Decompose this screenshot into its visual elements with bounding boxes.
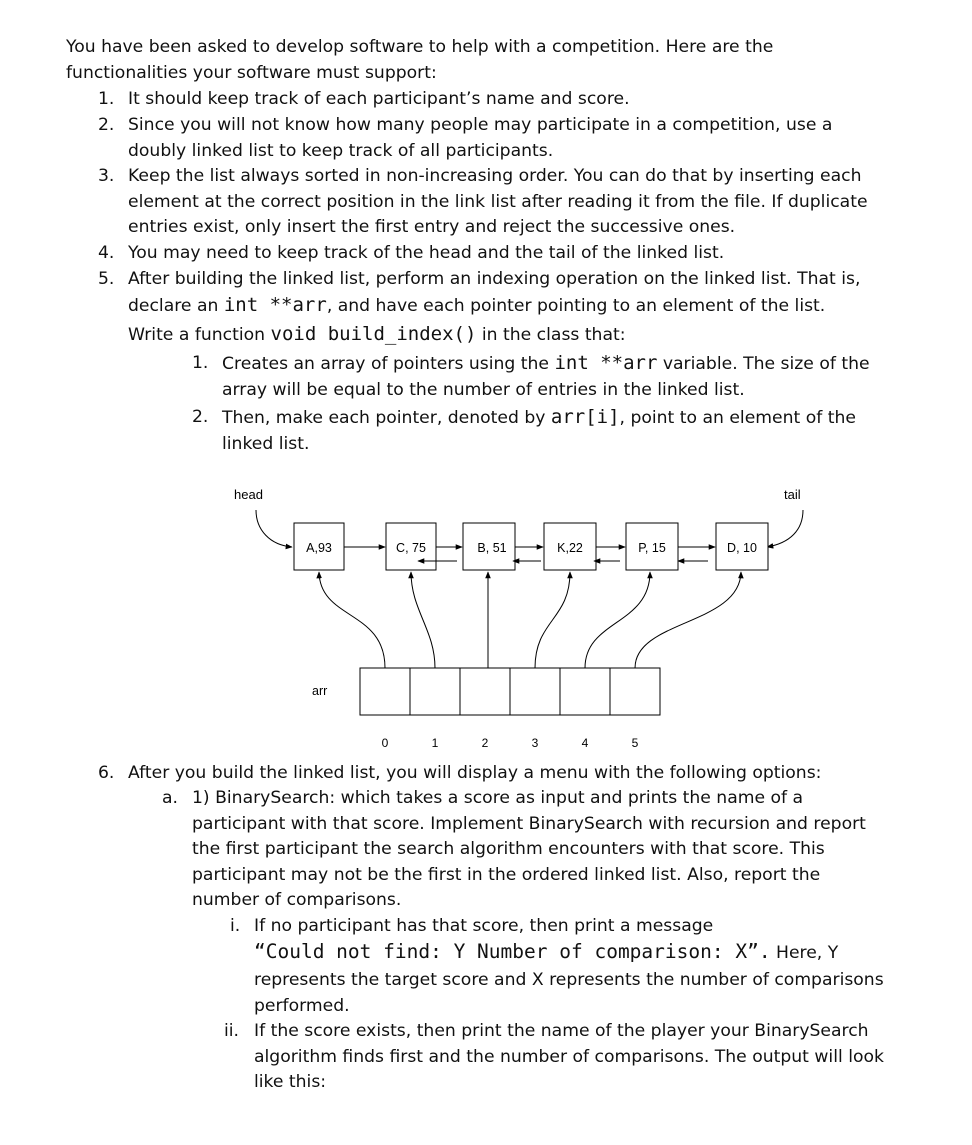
code-snippet: void build_index()	[270, 323, 477, 345]
item-text: Keep the list always sorted in non-increasing order. You can do that by inserting each	[128, 166, 862, 186]
index-pointer-arrow	[585, 572, 650, 668]
index-pointer-arrow	[411, 572, 435, 668]
subsubitem-number: i.	[230, 916, 241, 936]
array-cell	[610, 668, 660, 715]
index-label: 4	[581, 736, 589, 750]
item-text: element at the correct position in the link list after reading it from the file. If duplicate	[128, 192, 868, 212]
array-cell	[410, 668, 460, 715]
item-number: 4.	[98, 243, 115, 263]
text-run: Write a function	[128, 325, 271, 345]
array-cell	[510, 668, 560, 715]
item-text	[128, 321, 626, 348]
index-label: 0	[381, 736, 389, 750]
subsubitem-text: If no participant has that score, then print a message	[254, 916, 714, 936]
item-text: doubly linked list to keep track of all participants.	[128, 141, 554, 161]
code-snippet: int **arr	[554, 352, 658, 374]
subsubitem-text	[254, 939, 838, 966]
subitem-number: a.	[162, 788, 178, 808]
text-run: Creates an array of pointers using the	[222, 354, 555, 374]
item-text: It should keep track of each participant’s name and score.	[128, 89, 630, 109]
subitem-number: 2.	[192, 407, 209, 427]
subitem-text: 1) BinarySearch: which takes a score as input and prints the name of a	[192, 788, 804, 808]
node-label: P, 15	[638, 541, 666, 555]
subitem-number: 1.	[192, 353, 209, 373]
subsubitem-text: represents the target score and X represents the number of comparisons	[254, 970, 884, 990]
subitem-text	[222, 350, 870, 377]
head-pointer-arrow	[256, 510, 292, 547]
code-snippet: “Could not find: Y Number of comparison: X”.	[254, 940, 771, 963]
subitem-text: number of comparisons.	[192, 890, 402, 910]
index-label: 5	[631, 736, 639, 750]
item-number: 6.	[98, 763, 115, 783]
head-label: head	[234, 487, 263, 502]
linked-list-diagram	[0, 470, 972, 760]
item-text	[128, 292, 825, 319]
item-text: You may need to keep track of the head and the tail of the linked list.	[128, 243, 725, 263]
arr-label: arr	[312, 684, 328, 698]
text-run: variable. The size of the	[657, 354, 870, 374]
text-run: declare an	[128, 296, 224, 316]
text-run: , point to an element of the	[619, 408, 856, 428]
subitem-text: linked list.	[222, 434, 310, 454]
node-label: B, 51	[477, 541, 507, 555]
text-run: in the class that:	[476, 325, 626, 345]
text-run: Here, Y	[770, 943, 839, 963]
item-text: After building the linked list, perform an indexing operation on the linked list. That is,	[128, 269, 861, 289]
index-pointer-arrow	[319, 572, 385, 668]
code-snippet: arr[i]	[550, 406, 620, 428]
item-number: 5.	[98, 269, 115, 289]
item-number: 2.	[98, 115, 115, 135]
subsubitem-number: ii.	[224, 1021, 240, 1041]
array-cell	[460, 668, 510, 715]
subitem-text: the first participant the search algorithm encounters with that score. This	[192, 839, 825, 859]
subsubitem-text: If the score exists, then print the name of the player your BinarySearch	[254, 1021, 869, 1041]
index-label: 3	[531, 736, 539, 750]
node-label: C, 75	[396, 541, 426, 555]
subitem-text	[222, 404, 856, 431]
subitem-text: participant with that score. Implement BinarySearch with recursion and report	[192, 814, 866, 834]
code-snippet: int **arr	[223, 294, 327, 316]
text-run: , and have each pointer pointing to an element of the list.	[326, 296, 826, 316]
item-text: entries exist, only insert the first entry and reject the successive ones.	[128, 217, 736, 237]
tail-label: tail	[784, 487, 801, 502]
subitem-text: array will be equal to the number of entries in the linked list.	[222, 380, 745, 400]
item-number: 3.	[98, 166, 115, 186]
item-text: Since you will not know how many people may participate in a competition, use a	[128, 115, 833, 135]
item-text: After you build the linked list, you will display a menu with the following options:	[128, 763, 822, 783]
index-label: 2	[481, 736, 489, 750]
node-label: A,93	[306, 541, 332, 555]
array-cell	[560, 668, 610, 715]
node-label: D, 10	[727, 541, 757, 555]
index-label: 1	[431, 736, 439, 750]
index-pointer-arrow	[535, 572, 570, 668]
node-label: K,22	[557, 541, 583, 555]
item-number: 1.	[98, 89, 115, 109]
subsubitem-text: algorithm finds first and the number of comparisons. The output will look	[254, 1047, 884, 1067]
subitem-text: participant may not be the first in the ordered linked list. Also, report the	[192, 865, 821, 885]
array-cell	[360, 668, 410, 715]
index-pointer-arrow	[635, 572, 741, 668]
intro-line-1: You have been asked to develop software to help with a competition. Here are the	[66, 37, 774, 57]
intro-line-2: functionalities your software must support:	[66, 63, 437, 83]
text-run: Then, make each pointer, denoted by	[222, 408, 551, 428]
subsubitem-text: like this:	[254, 1072, 327, 1092]
subsubitem-text: performed.	[254, 996, 350, 1016]
tail-pointer-arrow	[767, 510, 803, 547]
